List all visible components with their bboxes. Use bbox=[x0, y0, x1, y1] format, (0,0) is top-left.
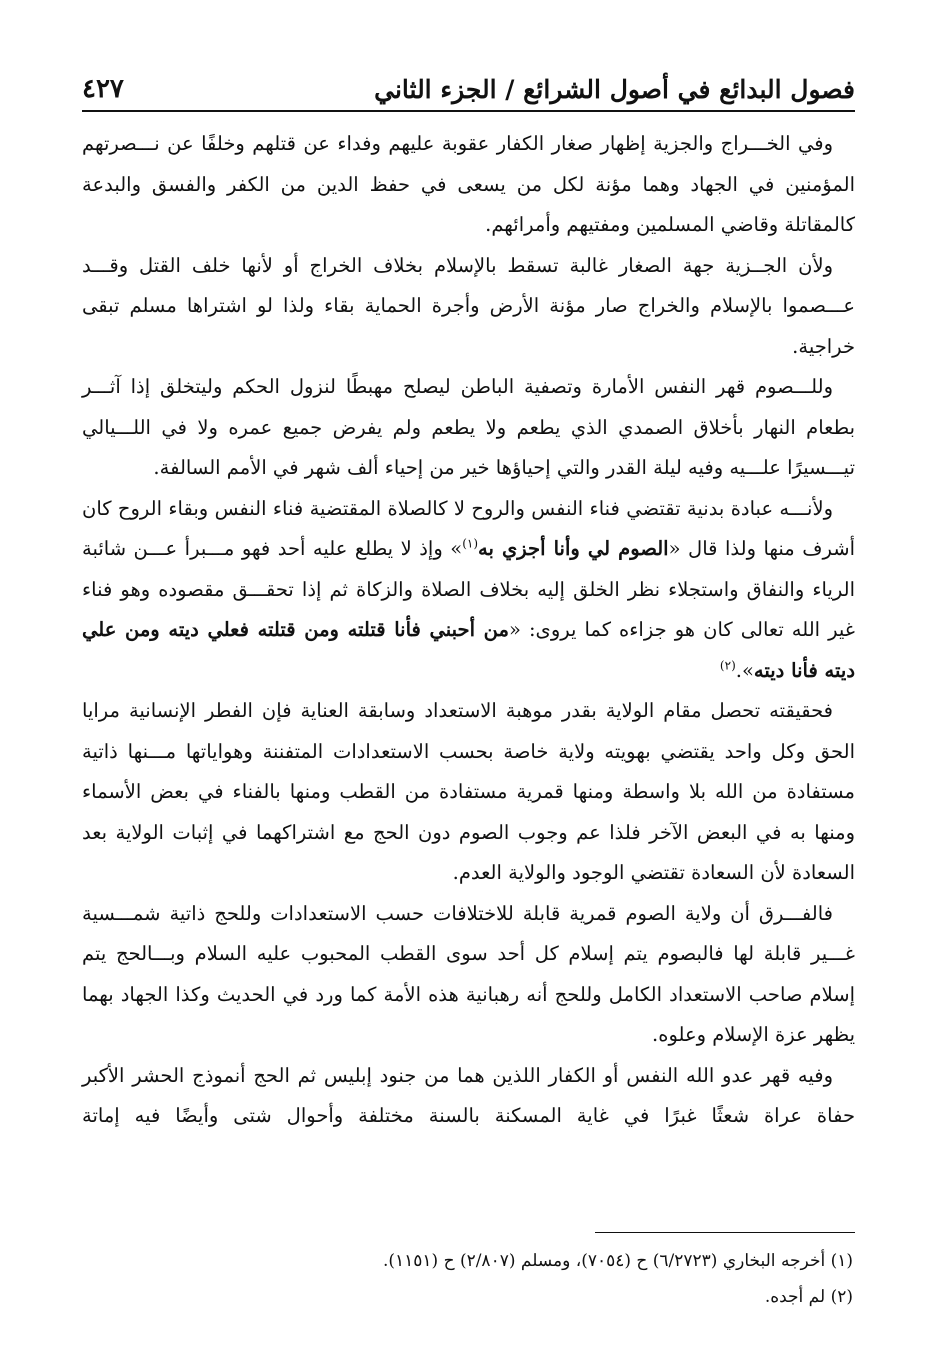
footnote-ref-1: (١) bbox=[462, 536, 479, 551]
paragraph-4-text-2: » وإذ لا يطلع عليه أحد فهو مـــبرأ عـــن شائبة الرياء والنفاق واستجلاء نظر الخلق إليه بخلاف الصلاة والزكاة ثم إذا تحقـــق مقصوده وهو فناء غير الله تعالى كان هو جزاءه كما يروى: « bbox=[82, 537, 855, 641]
running-title: فصول البدائع في أصول الشرائع / الجزء الثاني bbox=[374, 75, 855, 104]
footnote-ref-2: (٢) bbox=[719, 658, 736, 672]
header-rule bbox=[82, 110, 855, 112]
page-header bbox=[82, 58, 855, 104]
paragraph-1: وفي الخـــراج والجزية إظهار صغار الكفار عقوبة عليهم وفداء عن قتلهم وخلفًا عن نـــصرتهم المؤمنين في الجهاد وهما مؤنة لكل من يسعى في حفظ الدين من الكفر والفسق والبدعة كالمقاتلة وقاضي المسلمين ومفتيهم وأمرائهم. bbox=[82, 132, 855, 236]
paragraph-7: وفيه قهر عدو الله النفس أو الكفار اللذين هما من جنود إبليس ثم الحج أنموذج الحشر الأكبر حفاة عراة شعثًا غبرًا في غاية المسكنة بالسنة مختلفة وأحوال شتى وأيضًا فيه إماتة bbox=[82, 1063, 855, 1127]
paragraph-4-text-3: ». bbox=[735, 658, 754, 682]
page-number: ٤٢٧ bbox=[82, 74, 124, 104]
main-text bbox=[82, 124, 855, 1137]
hadith-quote-1: الصوم لي وأنا أجزي به bbox=[478, 537, 669, 560]
footnote-2: (٢) لم أجده. bbox=[764, 1287, 853, 1307]
paragraph-6: فالفـــرق أن ولاية الصوم قمرية قابلة للاختلافات حسب الاستعدادات وللحج ذاتية شمـــسية غـــير قابلة لها فالبصوم يتم إسلام كل أحد سوى القطب المحبوب عليه السلام وبـــالحج يتم إسلام صاحب الاستعداد الكامل وللحج أنه رهبانية هذه الأمة كما ورد في الحديث وكذا الجهاد بهما يظهر عزة الإسلام وعلوه. bbox=[82, 901, 855, 1046]
footnote-1: (١) أخرجه البخاري (٦/٢٧٢٣) ح (٧٠٥٤)، ومسلم (٢/٨٠٧) ح (١١٥١). bbox=[382, 1251, 853, 1271]
paragraph-4 bbox=[82, 489, 855, 692]
paragraph-5: فحقيقته تحصل مقام الولاية بقدر موهبة الاستعداد وسابقة العناية فإن الفطر الإنسانية مرايا الحق وكل واحد يقتضي بهويته ولاية خاصة بحسب الاستعدادات المتفننة وهواياتها مـــنها ذاتية مستفادة من الله بلا واسطة ومنها قمرية مستفادة من القطب ومنها بالفناء في بعض الأسماء ومنها به في البعض الآخر فلذا عم وجوب الصوم دون الحج مع اشتراكهما في إثبات الولاية بعد السعادة لأن السعادة تقتضي الوجود والولاية العدم. bbox=[82, 699, 855, 884]
hadith-quote-2: من أحبني فأنا قتلته ومن قتلته فعلي ديته ومن علي ديته فأنا ديته bbox=[82, 618, 855, 682]
paragraph-3: وللـــصوم قهر النفس الأمارة وتصفية الباطن ليصلح مهبطًا لنزول الحكم وليتخلق إذا آثـــر بطعام النهار بأخلاق الصمدي الذي يطعم ولا يطعم ولم يفرض جميع عمره ولا في اللـــيالي تيـــسيرًا علـــيه وفيه ليلة القدر والتي إحياؤها خير من إحياء ألف شهر في الأمم السالفة. bbox=[82, 375, 855, 479]
footnote-rule bbox=[595, 1232, 855, 1233]
paragraph-4-text-1: ولأنـــه عبادة بدنية تقتضي فناء النفس والروح لا كالصلاة المقتضية فناء النفس وبقاء الروح كان أشرف منها ولذا قال « bbox=[82, 496, 855, 560]
footnotes bbox=[82, 1243, 853, 1315]
paragraph-2: ولأن الجــزية جهة الصغار غالبة تسقط بالإسلام بخلاف الخراج أو لأنها خلف القتل وقـــد عـــصموا بالإسلام والخراج صار مؤنة الأرض وأجرة الحماية بقاء ولذا لو اشتراها مسلم تبقى خراجية. bbox=[82, 253, 855, 358]
